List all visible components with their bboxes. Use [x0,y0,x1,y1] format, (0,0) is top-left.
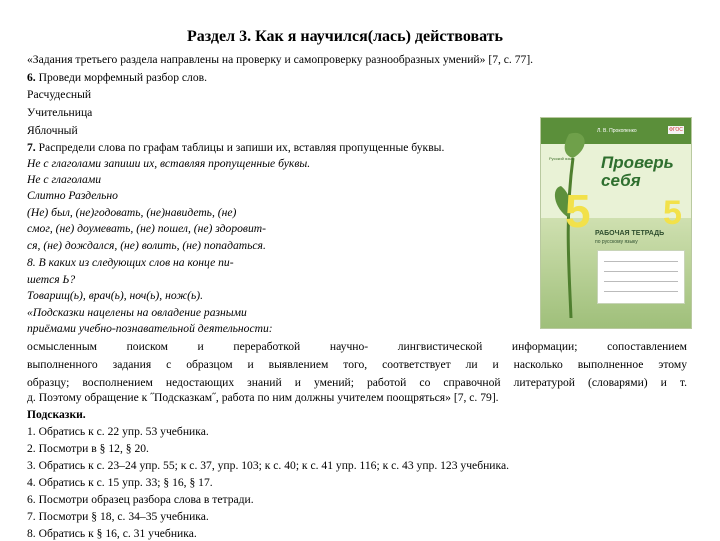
page-title: Раздел 3. Как я научился(лась) действовать [187,28,503,45]
hint-item: 4. Обратись к с. 15 упр. 33; § 16, § 17. [27,476,213,489]
cover-subject: Русский язык [549,156,574,161]
cover-title-line1: Проверь [601,153,674,172]
paragraph-line: д. Поэтому обращение к ˝Подсказкам˝, работа по ним должны учителем поощряться» [7, с. 79]. [27,391,499,404]
text-line: приёмами учебно-познавательной деятельности: [27,322,273,335]
hint-item: 3. Обратись к с. 23–24 упр. 55; к с. 37, упр. 103; к с. 40; к с. 41 упр. 116; к с. 43 упр. 123 учебника. [27,459,510,472]
cover-badge: ФГОС [669,127,683,133]
text-line: «Подсказки нацелены на овладение разными [27,306,247,319]
text-line: ся, (не) дождался, (не) волить, (не) попадаться. [27,239,266,252]
text-line: Яблочный [27,124,78,137]
cover-title [601,154,674,190]
hint-item: 1. Обратись к с. 22 упр. 53 учебника. [27,425,209,438]
text-line: 7. Распредели слова по графам таблицы и запиши их, вставляя пропущенные буквы. [27,141,445,154]
cover-subtitle: РАБОЧАЯ ТЕТРАДЬ [595,230,665,237]
paragraph-line: осмысленным поиском и переработкой научно- лингвистической информации; сопоставлением [27,340,687,353]
cover-author: Л. В. Прокопенко [597,128,637,134]
book-cover [540,117,692,329]
text-line: Товарищ(ь), врач(ь), ноч(ь), нож(ь). [27,289,204,302]
cover-title-line2: себя [601,171,641,190]
cover-grade-partial: 5 [663,194,682,232]
paragraph-line: образцу; восполнением недостающих знаний и умений; работой со справочной литературой (словарями) и т. [27,376,687,389]
cover-form [597,250,685,304]
paragraph-line: выполненного задания с образцом и выявлением того, соответствует ли и насколько выполненное этому [27,358,687,371]
text-line: 8. В каких из следующих слов на конце пи- [27,256,234,269]
text-line: шется Ь? [27,273,76,286]
text-line: Учительница [27,106,93,119]
text-line: «Задания третьего раздела направлены на проверку и самопроверку разнообразных умений» [7, с. 77]. [27,53,534,66]
text-line: Расчудесный [27,88,92,101]
text-line: Не с глаголами [27,173,102,186]
text-line: Слитно Раздельно [27,189,118,202]
hints-heading: Подсказки. [27,408,86,421]
hint-item: 2. Посмотри в § 12, § 20. [27,442,149,455]
cover-subtitle2: по русскому языку [595,239,638,245]
hint-item: 7. Посмотри § 18, с. 34–35 учебника. [27,510,209,523]
hint-item: 8. Обратись к § 16, с. 31 учебника. [27,527,197,540]
hint-item: 6. Посмотри образец разбора слова в тетради. [27,493,254,506]
text-line: смог, (не) доумевать, (не) пошел, (не) здоровит- [27,222,266,235]
text-line: 6. Проведи морфемный разбор слов. [27,71,208,84]
text-line: (Не) был, (не)годовать, (не)навидеть, (не) [27,206,237,219]
text-line: Не с глаголами запиши их, вставляя пропущенные буквы. [27,157,311,170]
cover-grade: 5 [565,185,591,237]
